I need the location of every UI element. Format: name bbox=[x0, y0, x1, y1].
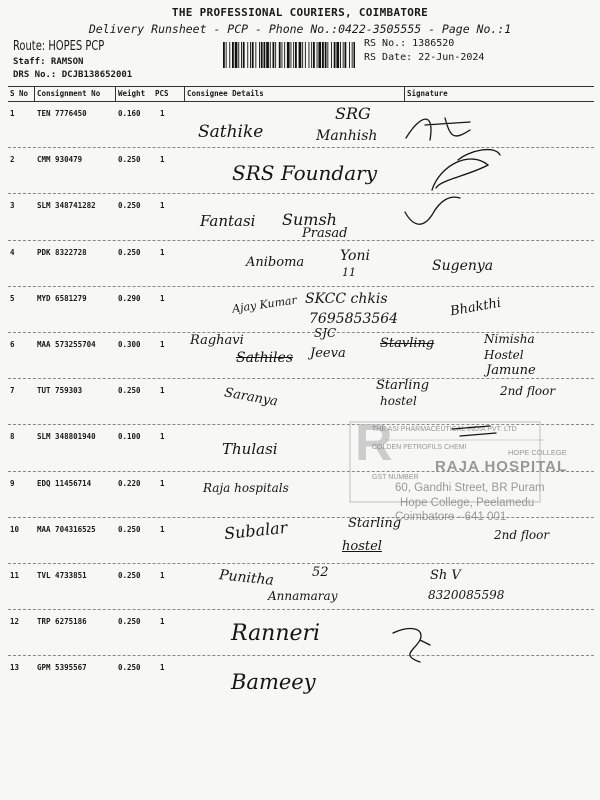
row-serial-number: 5 bbox=[10, 293, 15, 303]
handwritten-note: 2nd floor bbox=[500, 384, 556, 398]
row-pieces: 1 bbox=[160, 524, 165, 534]
row-weight: 0.300 bbox=[118, 340, 141, 349]
row-weight: 0.250 bbox=[118, 524, 141, 534]
handwritten-phone: 7695853564 bbox=[309, 311, 399, 327]
row-serial-number: 8 bbox=[10, 432, 15, 442]
row-serial-number: 7 bbox=[10, 386, 15, 396]
barcode bbox=[223, 42, 355, 68]
hospital-stamp-name: RAJA HOSPITAL bbox=[435, 458, 568, 475]
runsheet-subtitle: Delivery Runsheet - PCP - Phone No.:0422-3505555 - Page No.:1 bbox=[88, 22, 512, 36]
drs-number: DRS No.: DCJB138652001 bbox=[13, 70, 133, 80]
handwritten-signature: Sh V bbox=[430, 568, 461, 583]
handwritten-name: SRS Foundary bbox=[232, 161, 377, 185]
row-consignment-number: GPM 5395567 bbox=[37, 663, 87, 673]
row-consignment-number: MAA 573255704 bbox=[37, 340, 96, 349]
row-pieces: 1 bbox=[160, 663, 165, 673]
handwritten-note: SJC bbox=[314, 326, 337, 340]
row-serial-number: 10 bbox=[10, 524, 20, 534]
handwritten-name: Prasad bbox=[302, 226, 348, 241]
row-separator bbox=[8, 378, 594, 379]
handwritten-note: hostel bbox=[342, 539, 382, 554]
col-header-signature: Signature bbox=[407, 89, 448, 98]
handwritten-name: Sathiles bbox=[236, 350, 294, 366]
handwritten-name: Thulasi bbox=[222, 440, 278, 458]
row-pieces: 1 bbox=[160, 109, 165, 118]
row-pieces: 1 bbox=[160, 617, 165, 627]
row-pieces: 1 bbox=[160, 571, 165, 580]
col-header-pcs: PCS bbox=[155, 89, 169, 98]
handwritten-note: Starling bbox=[376, 378, 430, 393]
row-separator bbox=[8, 193, 594, 194]
row-pieces: 1 bbox=[160, 478, 165, 488]
table-header-border bbox=[8, 101, 594, 102]
row-pieces: 1 bbox=[160, 386, 165, 396]
column-divider bbox=[115, 86, 116, 101]
row-weight: 0.100 bbox=[118, 432, 141, 442]
row-consignment-number: TUT 759303 bbox=[37, 386, 83, 396]
row-pieces: 1 bbox=[160, 432, 165, 442]
hospital-stamp-address: Coimbatore - 641 001 bbox=[395, 511, 507, 523]
rs-date: RS Date: 22-Jun-2024 bbox=[364, 52, 485, 63]
row-separator bbox=[8, 240, 594, 241]
row-serial-number: 1 bbox=[10, 109, 15, 118]
handwritten-name: Subalar bbox=[223, 517, 289, 544]
hospital-stamp-address: Hope College, Peelamedu bbox=[400, 497, 535, 509]
handwritten-note: Jamune bbox=[486, 363, 536, 378]
row-weight: 0.160 bbox=[118, 109, 141, 118]
row-consignment-number: MAA 704316525 bbox=[37, 524, 96, 534]
pharmacy-stamp-line: COLDEN PETROFILS CHEMI bbox=[372, 444, 467, 451]
handwritten-name: Ranneri bbox=[231, 621, 321, 646]
hospital-stamp-address: 60, Gandhi Street, BR Puram bbox=[395, 482, 545, 494]
row-weight: 0.220 bbox=[118, 478, 141, 488]
handwritten-note: 11 bbox=[342, 266, 356, 279]
handwritten-name: Raghavi bbox=[190, 333, 244, 348]
row-consignment-number: SLM 348801940 bbox=[37, 432, 96, 442]
row-consignment-number: PDK 8322728 bbox=[37, 247, 87, 257]
staff-label: Staff: RAMSON bbox=[13, 57, 84, 67]
column-divider bbox=[34, 86, 35, 101]
row-serial-number: 6 bbox=[10, 340, 15, 349]
col-header-consignee: Consignee Details bbox=[187, 89, 264, 98]
svg-text:R: R bbox=[355, 414, 393, 472]
handwritten-signature: Sugenya bbox=[432, 258, 494, 274]
row-consignment-number: TEN 7776450 bbox=[37, 109, 87, 118]
row-weight: 0.250 bbox=[118, 663, 141, 673]
row-pieces: 1 bbox=[160, 293, 165, 303]
row-consignment-number: SLM 348741282 bbox=[37, 201, 96, 211]
row-pieces: 1 bbox=[160, 340, 165, 349]
row-consignment-number: CMM 930479 bbox=[37, 155, 83, 165]
row-serial-number: 13 bbox=[10, 663, 20, 673]
handwritten-name: Raja hospitals bbox=[203, 481, 289, 495]
handwritten-name: Aniboma bbox=[246, 255, 305, 270]
row-serial-number: 9 bbox=[10, 478, 15, 488]
row-separator bbox=[8, 286, 594, 287]
handwritten-note: Hostel bbox=[484, 348, 524, 362]
handwritten-signature: Bhakthi bbox=[449, 295, 503, 320]
table-top-border bbox=[8, 86, 594, 87]
row-weight: 0.250 bbox=[118, 155, 141, 165]
handwritten-name: Saranya bbox=[223, 385, 279, 410]
pharmacy-stamp-line: GST NUMBER bbox=[372, 474, 419, 481]
row-consignment-number: TRP 6275186 bbox=[37, 617, 87, 627]
handwritten-name: Sathike bbox=[198, 122, 264, 142]
handwritten-name: Sumsh bbox=[282, 210, 337, 229]
row-serial-number: 2 bbox=[10, 155, 15, 165]
handwritten-name: Yoni bbox=[340, 248, 370, 264]
row-weight: 0.250 bbox=[118, 247, 141, 257]
row-consignment-number: TVL 4733851 bbox=[37, 571, 87, 580]
handwritten-name: Manhish bbox=[316, 128, 378, 144]
row-weight: 0.250 bbox=[118, 617, 141, 627]
row-weight: 0.250 bbox=[118, 201, 141, 211]
company-title: THE PROFESSIONAL COURIERS, COIMBATORE bbox=[171, 6, 429, 19]
row-consignment-number: MYD 6581279 bbox=[37, 293, 87, 303]
column-divider bbox=[404, 86, 405, 101]
pharmacy-stamp-line: THE ASI PHARMACEUTICAL INDIA PVT. LTD bbox=[372, 426, 517, 433]
row-weight: 0.250 bbox=[118, 386, 141, 396]
route-label: Route: HOPES PCP bbox=[13, 39, 105, 54]
row-serial-number: 12 bbox=[10, 617, 20, 627]
col-header-weight: Weight bbox=[118, 89, 146, 98]
handwritten-note: SKCC chkis bbox=[305, 291, 388, 307]
handwritten-name: Punitha bbox=[218, 567, 275, 589]
handwritten-note: Annamaray bbox=[268, 589, 338, 603]
handwritten-name: Fantasi bbox=[200, 212, 256, 230]
handwritten-note: Starling bbox=[348, 516, 402, 531]
handwritten-name: Nimisha bbox=[484, 332, 535, 346]
row-weight: 0.250 bbox=[118, 571, 141, 580]
column-divider bbox=[184, 86, 185, 101]
row-serial-number: 3 bbox=[10, 201, 15, 211]
row-serial-number: 4 bbox=[10, 247, 15, 257]
handwritten-note: Stavling bbox=[380, 336, 435, 351]
handwritten-note: SRG bbox=[335, 104, 371, 123]
col-header-consignment: Consignment No bbox=[37, 89, 101, 98]
row-weight: 0.290 bbox=[118, 293, 141, 303]
row-pieces: 1 bbox=[160, 201, 165, 211]
college-stamp: HOPE COLLEGE bbox=[508, 448, 567, 457]
row-serial-number: 11 bbox=[10, 571, 20, 580]
row-separator bbox=[8, 609, 594, 610]
handwritten-name: Bameey bbox=[231, 670, 316, 694]
handwritten-name: Jeeva bbox=[310, 346, 346, 361]
col-header-sno: S No bbox=[10, 89, 29, 98]
row-pieces: 1 bbox=[160, 247, 165, 257]
row-consignment-number: EDQ 11456714 bbox=[37, 478, 92, 488]
row-separator bbox=[8, 147, 594, 148]
handwritten-note: hostel bbox=[380, 394, 417, 408]
handwritten-note: 52 bbox=[312, 565, 329, 580]
rs-number: RS No.: 1386520 bbox=[364, 38, 455, 49]
handwritten-note: 2nd floor bbox=[494, 528, 550, 542]
row-pieces: 1 bbox=[160, 155, 165, 165]
row-separator bbox=[8, 655, 594, 656]
handwritten-phone: 8320085598 bbox=[428, 588, 505, 602]
handwritten-name: Ajay Kumar bbox=[231, 293, 298, 316]
